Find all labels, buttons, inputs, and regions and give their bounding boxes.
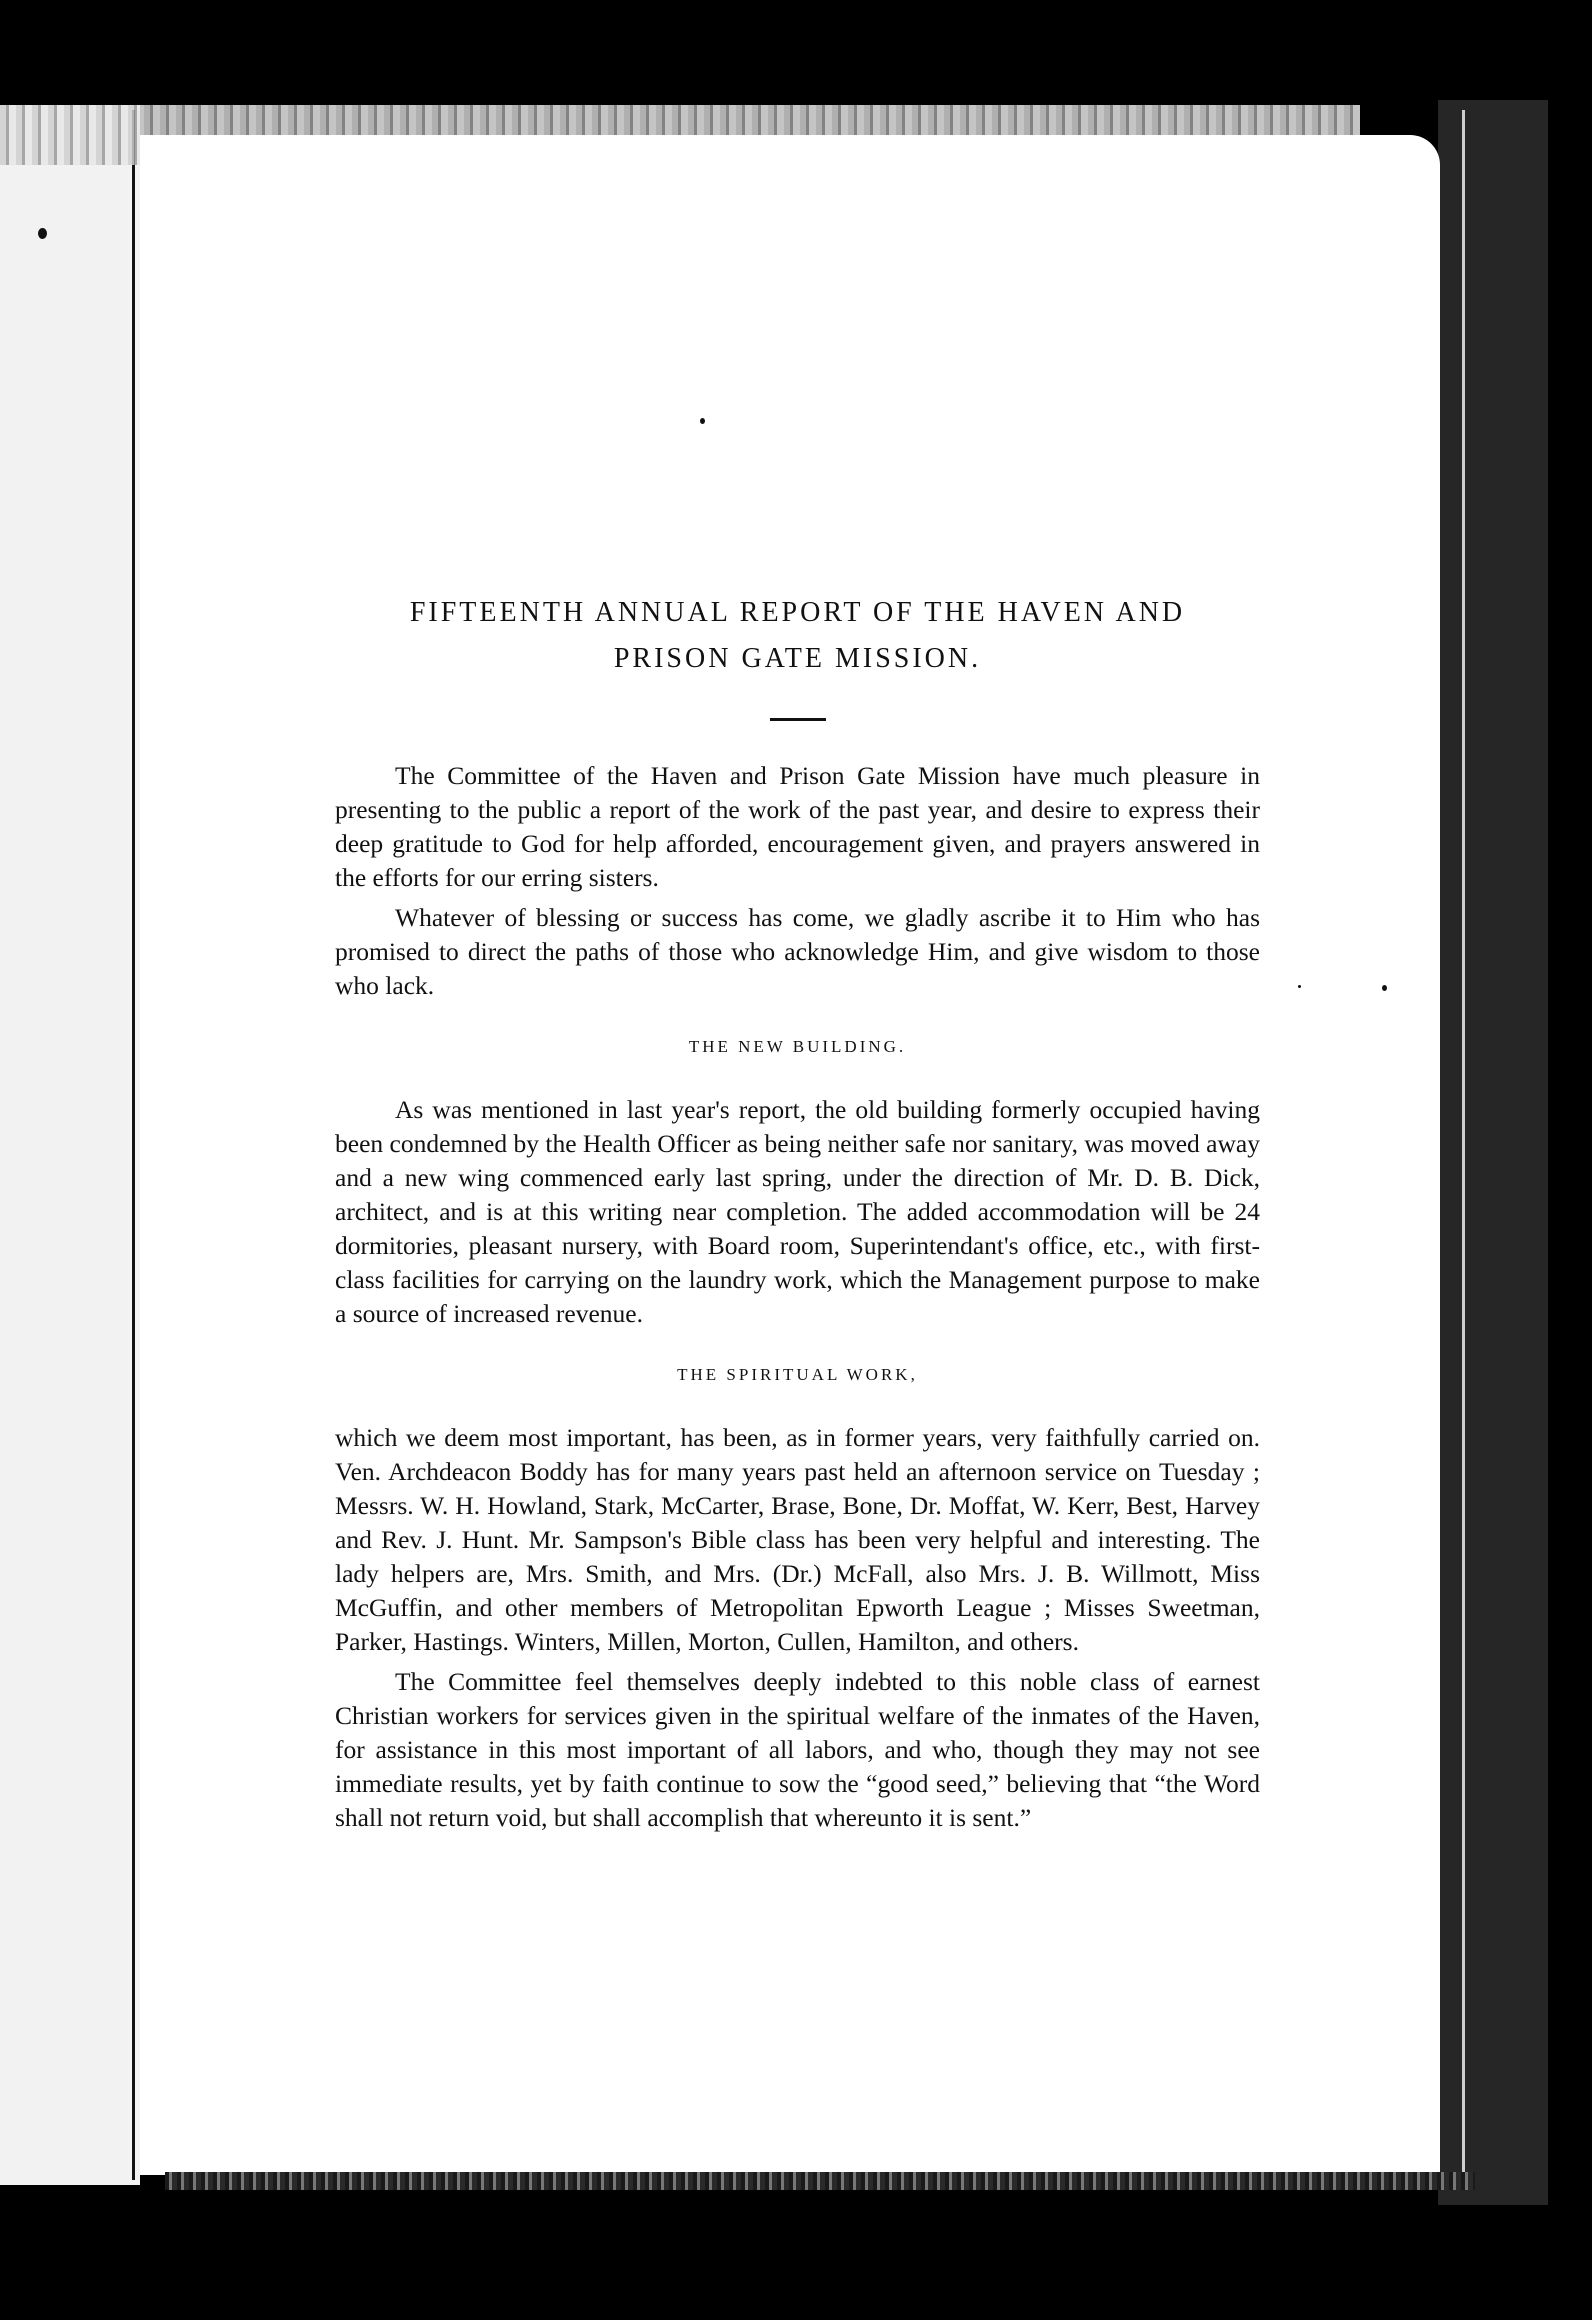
- document-body: [335, 590, 1260, 1835]
- intro-paragraph-2: Whatever of blessing or success has come, we gladly ascribe it to Him who has promised to direct the paths of those who acknowledge Him, and give wisdom to those who lack.: [335, 903, 1260, 1000]
- new-building-paragraph: As was mentioned in last year's report, the old building formerly occupied having been condemned by the Health Officer as being neither safe nor sanitary, was moved away and a new wing commenced early last spring, under the direction of Mr. D. B. Dick, architect, and is at this writing near completion. The added accommodation will be 24 dormitories, pleasant nursery, with Board room, Superintendant's office, etc., with first-class facilities for carrying on the laundry work, which the Management purpose to make a source of increased revenue.: [335, 1095, 1260, 1328]
- heading-spiritual-work: THE SPIRITUAL WORK,: [677, 1365, 918, 1384]
- title-divider: [770, 718, 826, 721]
- title-line-1: FIFTEENTH ANNUAL REPORT OF THE HAVEN AND: [409, 597, 1186, 628]
- spiritual-work-paragraph-1: which we deem most important, has been, as in former years, very faithfully carried on. Ven. Archdeacon Boddy has for many years past held an afternoon service on Tuesday ; Messrs. W. H. Howland, Stark, McCarter, Brase, Bone, Dr. Moffat, W. Kerr, Best, Harvey and Rev. J. Hunt. Mr. Sampson's Bible class has been very helpful and interesting. The lady helpers are, Mrs. Smith, and Mrs. (Dr.) McFall, also Mrs. J. B. Willmott, Miss McGuffin, and other members of Metropolitan Epworth League ; Misses Sweetman, Parker, Hastings. Winters, Millen, Morton, Cullen, Hamilton, and others.: [335, 1423, 1260, 1656]
- spiritual-work-paragraph-2: The Committee feel themselves deeply indebted to this noble class of earnest Christian workers for services given in the spiritual welfare of the inmates of the Haven, for assistance in this most important of all labors, and who, though they may not see immediate results, yet by faith continue to sow the “good seed,” believing that “the Word shall not return void, but shall accomplish that whereunto it is sent.”: [335, 1667, 1260, 1832]
- title-line-2: PRISON GATE MISSION.: [613, 643, 982, 674]
- cover-edge-line: [1462, 110, 1465, 2190]
- heading-new-building: THE NEW BUILDING.: [688, 1037, 907, 1056]
- previous-page-edge: [0, 105, 140, 2185]
- report-title: [335, 590, 1260, 682]
- book-cover-edge: [1435, 100, 1548, 2205]
- intro-paragraph-1: The Committee of the Haven and Prison Gate Mission have much pleasure in presenting to the public a report of the work of the past year, and desire to express their deep gratitude to God for help afforded, encouragement given, and prayers answered in the efforts for our erring sisters.: [335, 761, 1260, 892]
- gutter-line: [132, 110, 135, 2180]
- page-bottom-edge: [165, 2172, 1475, 2190]
